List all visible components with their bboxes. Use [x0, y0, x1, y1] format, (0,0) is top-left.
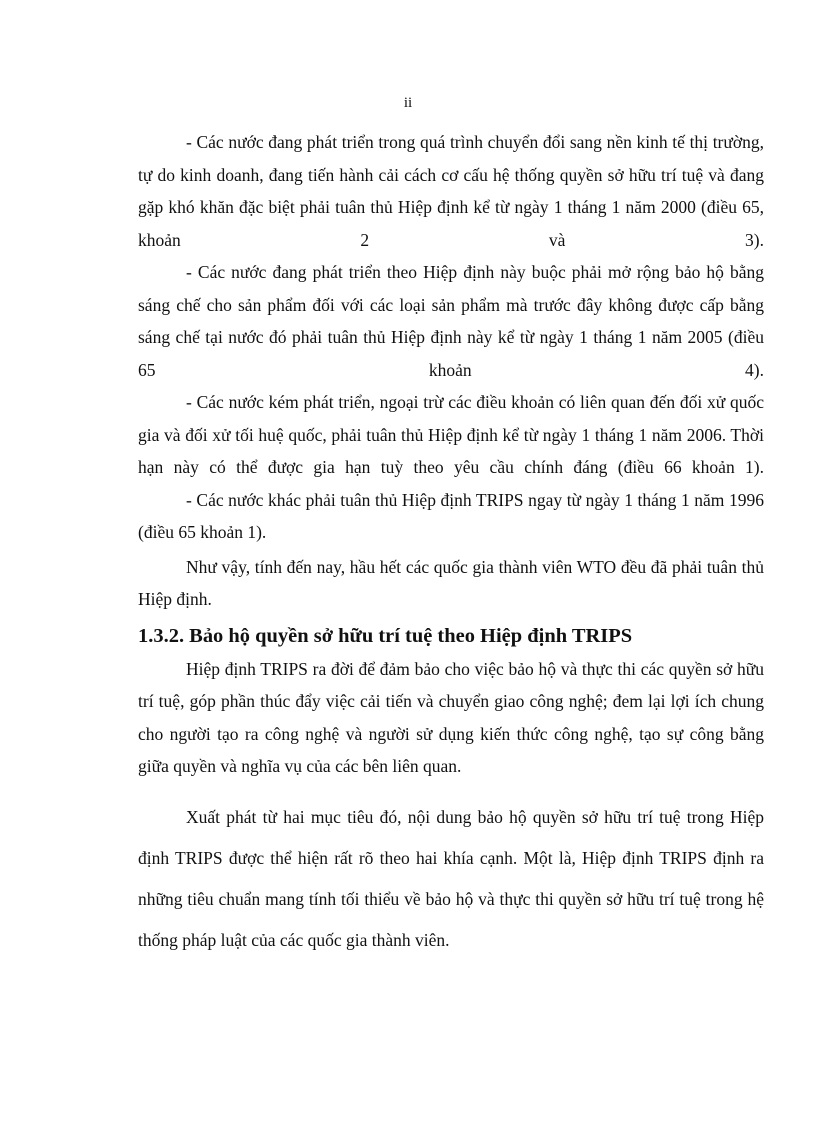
paragraph-trips-content: Xuất phát từ hai mục tiêu đó, nội dung bảo hộ quyền sở hữu trí tuệ trong Hiệp định TRIPS được thể hiện rất rõ theo hai khía cạnh. Một là, Hiệp định TRIPS định ra những tiêu chuẩn mang tính tối thiểu về bảo hộ và thực thi quyền sở hữu trí tuệ trong hệ thống pháp luật của các quốc gia thành viên.: [138, 806, 764, 950]
document-body: [138, 126, 764, 961]
paragraph-trips-purpose: Hiệp định TRIPS ra đời để đảm bảo cho việc bảo hộ và thực thi các quyền sở hữu trí tuệ, góp phần thúc đẩy việc cải tiến và chuyển giao công nghệ; đem lại lợi ích chung cho người tạo ra công nghệ và người sử dụng kiến thức công nghệ, tạo sự công bằng giữa quyền và nghĩa vụ của các bên liên quan.: [138, 658, 764, 776]
paragraph-least-developed: - Các nước kém phát triển, ngoại trừ các điều khoản có liên quan đến đối xử quốc gia và đối xử tối huệ quốc, phải tuân thủ Hiệp định kể từ ngày 1 tháng 1 năm 2006. Thời hạn này có thể được gia hạn tuỳ theo yêu cầu chính đáng (điều 66 khoản 1).: [138, 392, 764, 477]
paragraph-other-countries: - Các nước khác phải tuân thủ Hiệp định TRIPS ngay từ ngày 1 tháng 1 năm 1996 (điều 65 khoản 1).: [138, 489, 764, 542]
paragraph-summary: Như vậy, tính đến nay, hầu hết các quốc gia thành viên WTO đều đã phải tuân thủ Hiệp định.: [138, 556, 764, 609]
paragraph-developing-patent: - Các nước đang phát triển theo Hiệp định này buộc phải mở rộng bảo hộ bằng sáng chế cho sản phẩm đối với các loại sản phẩm mà trước đây không được cấp bằng sáng chế tại nước đó phải tuân thủ Hiệp định này kể từ ngày 1 tháng 1 năm 2005 (điều 65 khoản 4).: [138, 262, 764, 380]
paragraph-developing-transition: - Các nước đang phát triển trong quá trình chuyển đổi sang nền kinh tế thị trường, tự do kinh doanh, đang tiến hành cải cách cơ cấu hệ thống quyền sở hữu trí tuệ và đang gặp khó khăn đặc biệt phải tuân thủ Hiệp định kể từ ngày 1 tháng 1 năm 2000 (điều 65, khoản 2 và 3).: [138, 132, 764, 250]
section-heading: 1.3.2. Bảo hộ quyền sở hữu trí tuệ theo Hiệp định TRIPS: [138, 624, 633, 647]
page-number: ii: [403, 95, 413, 111]
